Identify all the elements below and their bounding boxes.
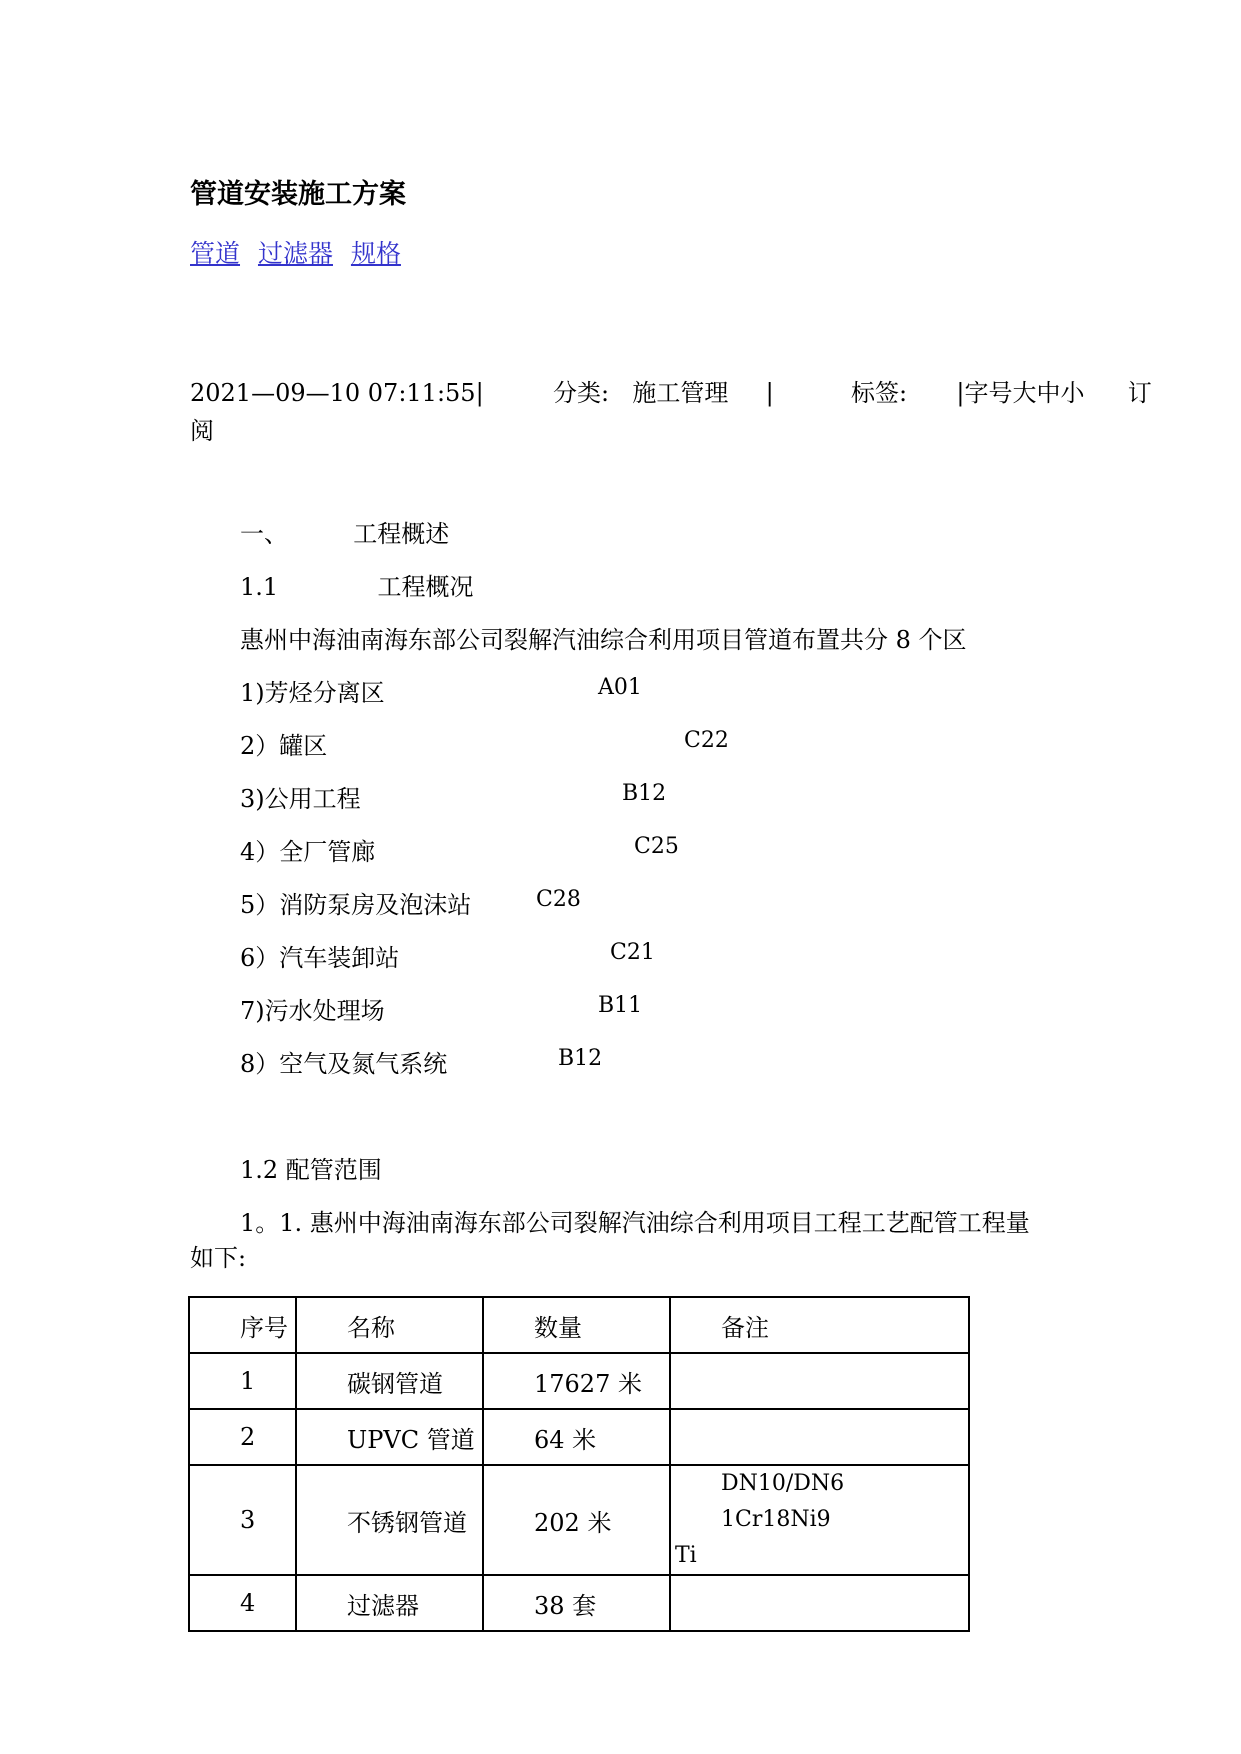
intro-paragraph: 惠州中海油南海东部公司裂解汽油综合利用项目管道布置共分 8 个区 xyxy=(240,626,967,654)
area-name: 1)芳烃分离区 xyxy=(240,679,385,707)
header-no: 序号 xyxy=(240,1313,288,1342)
area-name: 4）全厂管廊 xyxy=(240,838,376,866)
table-row xyxy=(189,1465,969,1575)
area-name: 3)公用工程 xyxy=(240,785,361,813)
cell-qty: 64 米 xyxy=(534,1425,597,1454)
table-cell xyxy=(670,1409,969,1465)
cell-note xyxy=(671,1466,968,1574)
table-cell xyxy=(483,1465,670,1575)
scope-paragraph-line1: 1。1. 惠州中海油南海东部公司裂解汽油综合利用项目工程工艺配管工程量 xyxy=(240,1209,1030,1237)
cell-qty: 17627 米 xyxy=(534,1369,642,1398)
subsection-1-1-heading xyxy=(240,567,473,602)
table-cell xyxy=(670,1353,969,1409)
table-cell xyxy=(296,1465,483,1575)
table-cell xyxy=(483,1575,670,1631)
area-code: C25 xyxy=(634,834,679,859)
table-cell xyxy=(296,1575,483,1631)
table-cell xyxy=(296,1353,483,1409)
note-line-2: Ti xyxy=(675,1543,697,1568)
category-link[interactable]: 施工管理 xyxy=(632,379,729,407)
tag-links xyxy=(190,234,411,270)
area-name: 6）汽车装卸站 xyxy=(240,944,400,972)
cell-no: 4 xyxy=(240,1589,256,1617)
cell-qty: 202 米 xyxy=(534,1508,612,1537)
table-header-cell xyxy=(189,1297,296,1353)
header-name: 名称 xyxy=(347,1313,395,1342)
article-meta xyxy=(190,374,1152,450)
area-code: B11 xyxy=(598,993,643,1018)
header-note: 备注 xyxy=(721,1313,769,1342)
cell-no: 3 xyxy=(240,1506,256,1534)
table-cell xyxy=(670,1465,969,1575)
area-code: B12 xyxy=(558,1046,603,1071)
tag-label: 标签: xyxy=(850,379,908,407)
subsection-number: 1.1 xyxy=(240,573,279,601)
section-title: 工程概述 xyxy=(353,520,450,548)
area-code: C22 xyxy=(684,728,729,753)
table-cell xyxy=(483,1353,670,1409)
area-name: 2）罐区 xyxy=(240,732,328,760)
area-code: C21 xyxy=(610,940,655,965)
meta-separator: | xyxy=(765,379,774,407)
area-code: B12 xyxy=(622,781,667,806)
table-cell xyxy=(670,1575,969,1631)
cell-qty: 38 套 xyxy=(534,1591,597,1620)
note-line-1: DN10/DN6 1Cr18Ni9 xyxy=(721,1471,845,1532)
section-1-heading xyxy=(240,514,449,549)
cell-name: UPVC 管道 xyxy=(347,1425,475,1454)
cell-name: 过滤器 xyxy=(347,1591,419,1620)
cell-name: 碳钢管道 xyxy=(347,1369,443,1398)
page-title: 管道安装施工方案 xyxy=(190,179,406,210)
tag-link-pipe[interactable]: 管道 xyxy=(190,239,241,268)
table-cell xyxy=(189,1409,296,1465)
subsection-1-2-heading: 1.2 配管范围 xyxy=(240,1156,382,1184)
table-header-cell xyxy=(483,1297,670,1353)
table-header-cell xyxy=(296,1297,483,1353)
table-row xyxy=(189,1575,969,1631)
cell-name: 不锈钢管道 xyxy=(347,1508,467,1537)
table-header-row xyxy=(189,1297,969,1353)
tag-link-filter[interactable]: 过滤器 xyxy=(257,239,333,268)
area-name: 5）消防泵房及泡沫站 xyxy=(240,891,472,919)
table-row xyxy=(189,1409,969,1465)
quantity-table xyxy=(188,1296,970,1632)
area-code: A01 xyxy=(598,675,642,700)
table-header-cell xyxy=(670,1297,969,1353)
area-name: 7)污水处理场 xyxy=(240,997,385,1025)
cell-no: 2 xyxy=(240,1423,256,1451)
post-datetime: 2021—09—10 07:11:55| xyxy=(190,379,484,407)
scope-paragraph-line2: 如下: xyxy=(190,1244,247,1272)
tag-link-spec[interactable]: 规格 xyxy=(350,239,401,268)
subscribe-link[interactable]: 订 xyxy=(1127,379,1152,407)
subscribe-link-wrap[interactable]: 阅 xyxy=(190,417,214,445)
cell-no: 1 xyxy=(240,1367,256,1395)
table-row xyxy=(189,1353,969,1409)
table-cell xyxy=(296,1409,483,1465)
section-number: 一、 xyxy=(240,520,288,548)
table-cell xyxy=(483,1409,670,1465)
area-name: 8）空气及氮气系统 xyxy=(240,1050,448,1078)
table-cell xyxy=(189,1353,296,1409)
subsection-title: 工程概况 xyxy=(377,573,474,601)
header-qty: 数量 xyxy=(534,1313,582,1342)
font-size-switch[interactable]: |字号大中小 xyxy=(956,379,1085,407)
area-code: C28 xyxy=(536,887,581,912)
table-cell xyxy=(189,1465,296,1575)
table-cell xyxy=(189,1575,296,1631)
category-label: 分类: xyxy=(552,379,610,407)
